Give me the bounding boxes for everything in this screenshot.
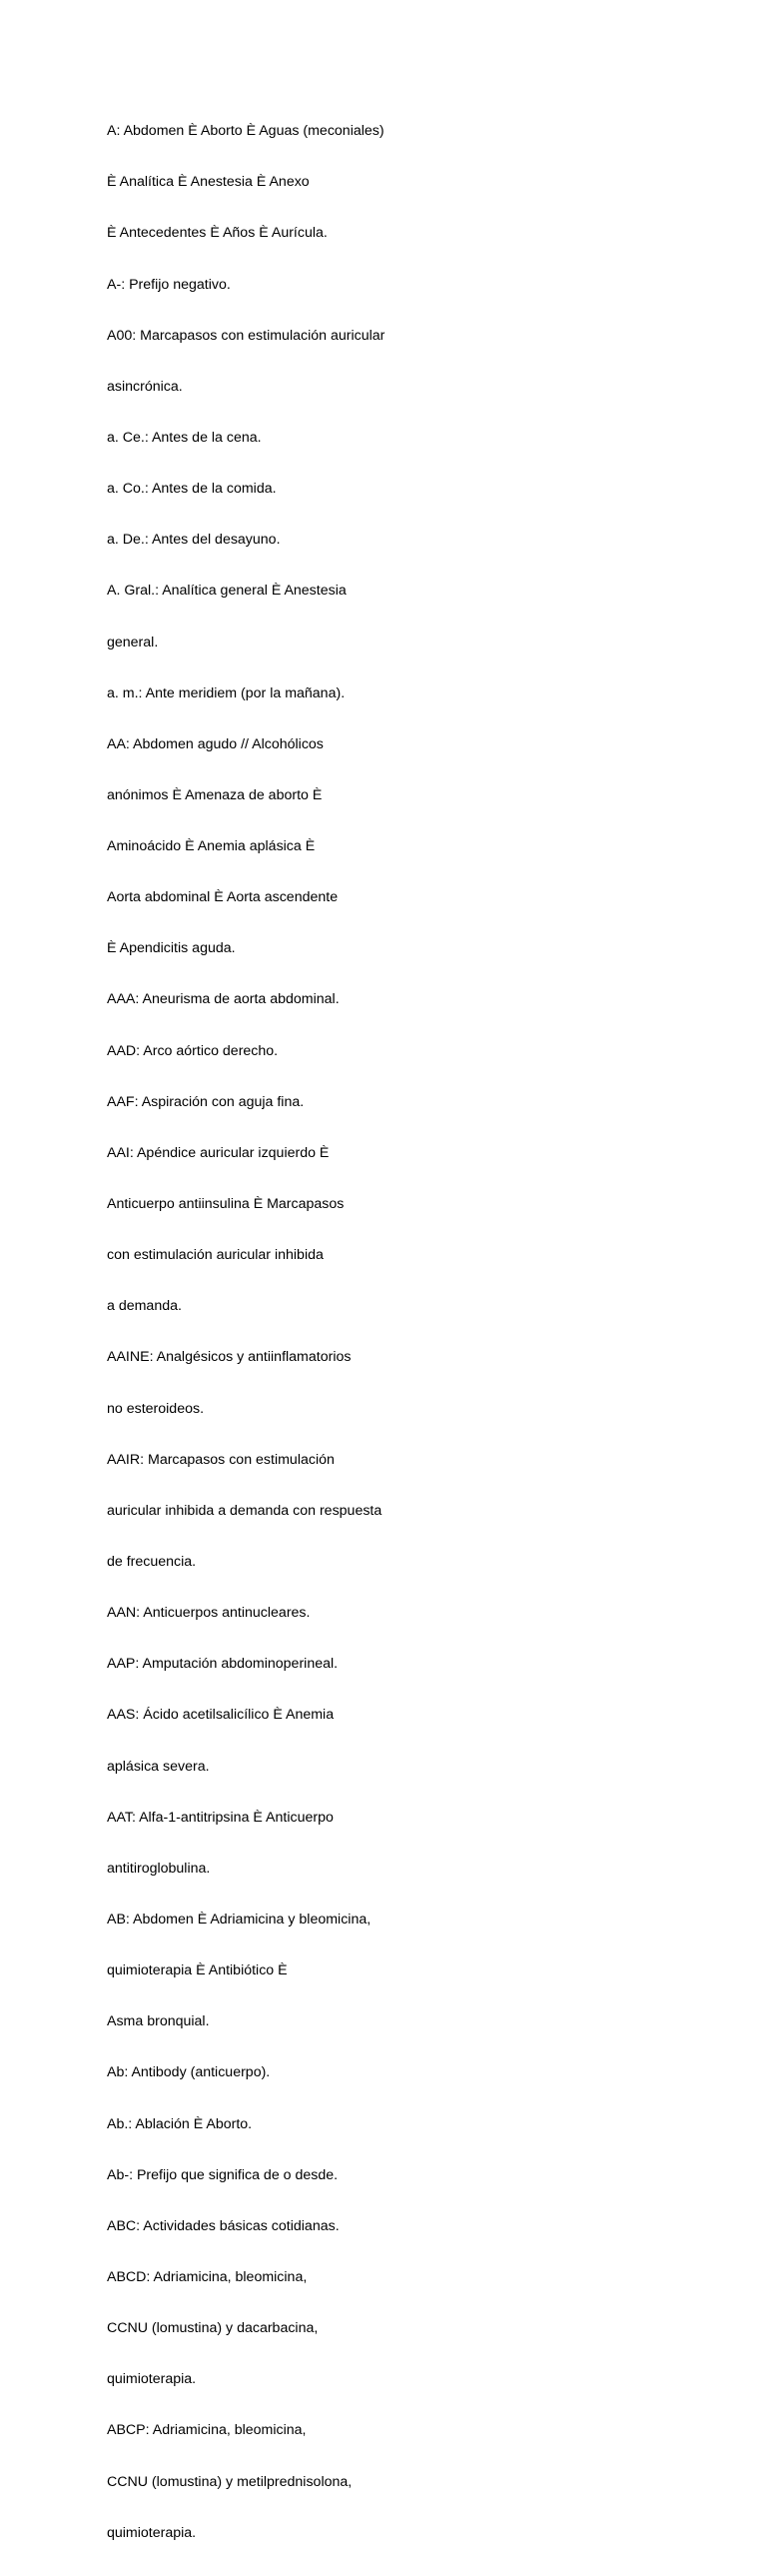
text-line: a. Ce.: Antes de la cena. [107, 429, 262, 446]
text-line: AB: Abdomen È Adriamicina y bleomicina, [107, 1912, 372, 1929]
text-line: AAN: Anticuerpos antinucleares. [107, 1605, 311, 1622]
text-line: ABC: Actividades básicas cotidianas. [107, 2217, 340, 2234]
text-line: aplásica severa. [107, 1758, 210, 1775]
text-line: È Analítica È Anestesia È Anexo [107, 174, 310, 191]
text-line: ABCD: Adriamicina, bleomicina, [107, 2269, 308, 2285]
glossary-text [107, 89, 706, 2576]
text-line: AAA: Aneurisma de aorta abdominal. [107, 991, 340, 1008]
text-line: CCNU (lomustina) y dacarbacina, [107, 2320, 319, 2337]
text-line: no esteroideos. [107, 1400, 205, 1417]
text-line: Aminoácido È Anemia aplásica È [107, 838, 316, 855]
text-line: A: Abdomen È Aborto È Aguas (meconiales) [107, 123, 384, 140]
text-line: A00: Marcapasos con estimulación auricular [107, 327, 385, 344]
text-line: quimioterapia. [107, 2371, 197, 2388]
text-line: ABCP: Adriamicina, bleomicina, [107, 2422, 307, 2439]
text-line: antitiroglobulina. [107, 1860, 211, 1877]
text-line: È Apendicitis aguda. [107, 940, 236, 957]
text-line: CCNU (lomustina) y metilprednisolona, [107, 2473, 353, 2490]
text-line: de frecuencia. [107, 1554, 197, 1571]
text-line: anónimos È Amenaza de aborto È [107, 786, 323, 803]
text-line: AA: Abdomen agudo // Alcohólicos [107, 735, 324, 752]
text-line: AAINE: Analgésicos y antiinflamatorios [107, 1349, 352, 1366]
text-line: quimioterapia È Antibiótico È [107, 1962, 288, 1979]
text-line: Ab-: Prefijo que significa de o desde. [107, 2166, 339, 2183]
text-line: A-: Prefijo negativo. [107, 276, 231, 293]
text-line: quimioterapia. [107, 2524, 197, 2541]
text-line: Asma bronquial. [107, 2013, 210, 2030]
text-line: È Antecedentes È Años È Aurícula. [107, 225, 328, 242]
text-line: con estimulación auricular inhibida [107, 1247, 324, 1264]
text-line: Aorta abdominal È Aorta ascendente [107, 889, 339, 906]
text-line: a. De.: Antes del desayuno. [107, 532, 281, 549]
text-line: general. [107, 634, 159, 650]
text-line: Ab: Antibody (anticuerpo). [107, 2064, 271, 2081]
text-line: AAP: Amputación abdominoperineal. [107, 1656, 339, 1673]
text-line: auricular inhibida a demanda con respuesta [107, 1502, 383, 1519]
text-line: AAD: Arco aórtico derecho. [107, 1042, 279, 1059]
text-line: AAF: Aspiración con aguja fina. [107, 1093, 305, 1110]
text-line: asincrónica. [107, 378, 183, 395]
text-line: A. Gral.: Analítica general È Anestesia [107, 583, 347, 600]
text-line: Anticuerpo antiinsulina È Marcapasos [107, 1196, 345, 1213]
text-line: AAI: Apéndice auricular izquierdo È [107, 1144, 330, 1161]
text-line: AAIR: Marcapasos con estimulación [107, 1451, 335, 1468]
text-line: a. Co.: Antes de la comida. [107, 481, 277, 498]
text-line: a. m.: Ante meridiem (por la mañana). [107, 684, 346, 701]
text-line: AAT: Alfa-1-antitripsina È Anticuerpo [107, 1809, 334, 1826]
text-line: Ab.: Ablación È Aborto. [107, 2115, 253, 2132]
text-line: AAS: Ácido acetilsalicílico È Anemia [107, 1707, 335, 1724]
text-line: a demanda. [107, 1298, 182, 1315]
